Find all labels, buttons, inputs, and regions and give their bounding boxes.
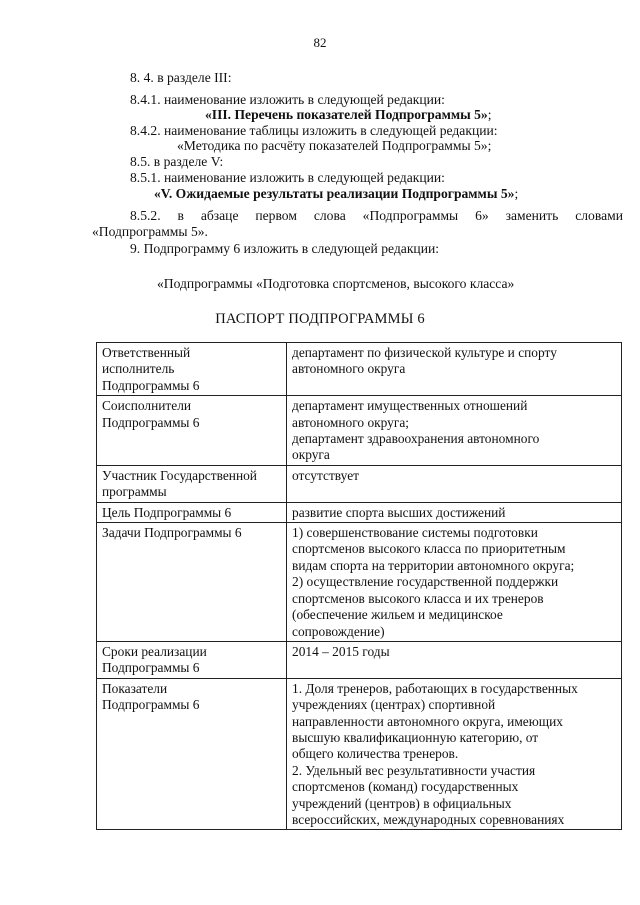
paragraph-8-4-2-title: «Методика по расчёту показателей Подпрограммы 5»;	[177, 138, 492, 153]
row-value-line: департамент здравоохранения автономного	[292, 431, 540, 447]
row-label-line: Соисполнители	[102, 398, 192, 414]
table-row	[97, 523, 622, 642]
row-label-cell	[97, 641, 287, 678]
row-value-cell	[287, 523, 622, 642]
row-value-line: сопровождение)	[292, 623, 385, 639]
row-value-line: департамент по физической культуре и спорту	[292, 345, 557, 360]
row-value-line: 2. Удельный вес результативности участия	[292, 762, 536, 778]
paragraph-8-4-1: 8.4.1. наименование изложить в следующей редакции:	[130, 92, 445, 107]
subprogram-title: «Подпрограммы «Подготовка спортсменов, высокого класса»	[157, 276, 515, 291]
table-row	[97, 502, 622, 522]
row-label-cell	[97, 465, 287, 502]
row-value-cell	[287, 678, 622, 830]
table-row	[97, 678, 622, 830]
row-value-cell	[287, 465, 622, 502]
row-value-line: развитие спорта высших достижений	[292, 504, 506, 520]
row-value-line: отсутствует	[292, 467, 359, 483]
row-label-line: программы	[102, 484, 167, 500]
heading-section-5-tail: ;	[514, 186, 519, 201]
row-value-line: 2) осуществление государственной поддержки	[292, 574, 559, 590]
row-value-cell	[287, 396, 622, 466]
row-value-line: 2014 – 2015 годы	[292, 643, 390, 659]
row-label-line: Подпрограммы 6	[102, 697, 200, 713]
heading-section-3: «III. Перечень показателей Подпрограммы 5»	[205, 107, 488, 122]
table-row	[97, 343, 622, 396]
row-label-cell	[97, 502, 287, 522]
heading-section-3-tail: ;	[487, 107, 492, 122]
row-label-line: Подпрограммы 6	[102, 660, 200, 676]
row-value-line: округа	[292, 447, 330, 463]
row-value-line: департамент имущественных отношений	[292, 398, 528, 414]
row-label-line: Сроки реализации	[102, 643, 207, 659]
row-value-line: автономного округа;	[292, 414, 410, 430]
row-label-line: Показатели	[102, 680, 168, 696]
row-value-line: учреждениях (центрах) спортивной	[292, 697, 496, 713]
row-value-line: (обеспечение жильем и медицинское	[292, 607, 503, 623]
row-label-cell	[97, 343, 287, 396]
table-row	[97, 641, 622, 678]
row-value-line: автономного округа	[292, 361, 406, 377]
row-value-line: 1. Доля тренеров, работающих в государственных	[292, 680, 578, 696]
paragraph-9: 9. Подпрограмму 6 изложить в следующей редакции:	[130, 241, 440, 256]
row-value-line: направленности автономного округа, имеющих	[292, 713, 563, 729]
row-label-line: Подпрограммы 6	[102, 414, 200, 430]
row-value-line: спортсменов высокого класса и их тренеров	[292, 590, 544, 606]
paragraph-8-4-2: 8.4.2. наименование таблицы изложить в следующей редакции:	[130, 123, 498, 138]
row-label-line: Участник Государственной	[102, 467, 257, 483]
row-value-line: всероссийских, международных соревнованиях	[292, 811, 565, 827]
paragraph-8-5-1-heading	[154, 186, 518, 202]
page-number: 82	[313, 35, 327, 50]
paragraph-8-4-1-heading	[205, 107, 492, 123]
paragraph-8-5: 8.5. в разделе V:	[130, 154, 224, 169]
row-label-line: Ответственный	[102, 345, 191, 360]
row-value-line: 1) совершенствование системы подготовки	[292, 525, 538, 541]
row-label-cell	[97, 678, 287, 830]
row-value-line: высшую квалификационную категорию, от	[292, 729, 539, 745]
row-label-line: исполнитель	[102, 361, 175, 377]
heading-section-5: «V. Ожидаемые результаты реализации Подпрограммы 5»	[154, 186, 515, 201]
passport-title: ПАСПОРТ ПОДПРОГРАММЫ 6	[215, 311, 425, 327]
row-label-cell	[97, 523, 287, 642]
paragraph-8-5-1: 8.5.1. наименование изложить в следующей редакции:	[130, 170, 445, 185]
table-row	[97, 465, 622, 502]
table-row	[97, 396, 622, 466]
row-label-line: Подпрограммы 6	[102, 377, 200, 393]
row-value-cell	[287, 641, 622, 678]
row-value-cell	[287, 343, 622, 396]
passport-table-body	[97, 343, 622, 830]
paragraph-8-5-2-line1: 8.5.2. в абзаце первом слова «Подпрограммы 6» заменить словами	[130, 208, 623, 223]
row-value-line: общего количества тренеров.	[292, 746, 459, 762]
row-value-cell	[287, 502, 622, 522]
row-value-line: спортсменов высокого класса по приоритетным	[292, 541, 566, 557]
row-label-line: Задачи Подпрограммы 6	[102, 525, 242, 541]
paragraph-8-5-2-line2: «Подпрограммы 5».	[92, 224, 208, 239]
row-label-cell	[97, 396, 287, 466]
row-label-line: Цель Подпрограммы 6	[102, 504, 232, 520]
row-value-line: видам спорта на территории автономного округа;	[292, 557, 575, 573]
row-value-line: спортсменов (команд) государственных	[292, 779, 519, 795]
row-value-line: учреждений (центров) в официальных	[292, 795, 512, 811]
passport-table	[96, 342, 622, 830]
paragraph-8-4: 8. 4. в разделе III:	[130, 70, 232, 85]
